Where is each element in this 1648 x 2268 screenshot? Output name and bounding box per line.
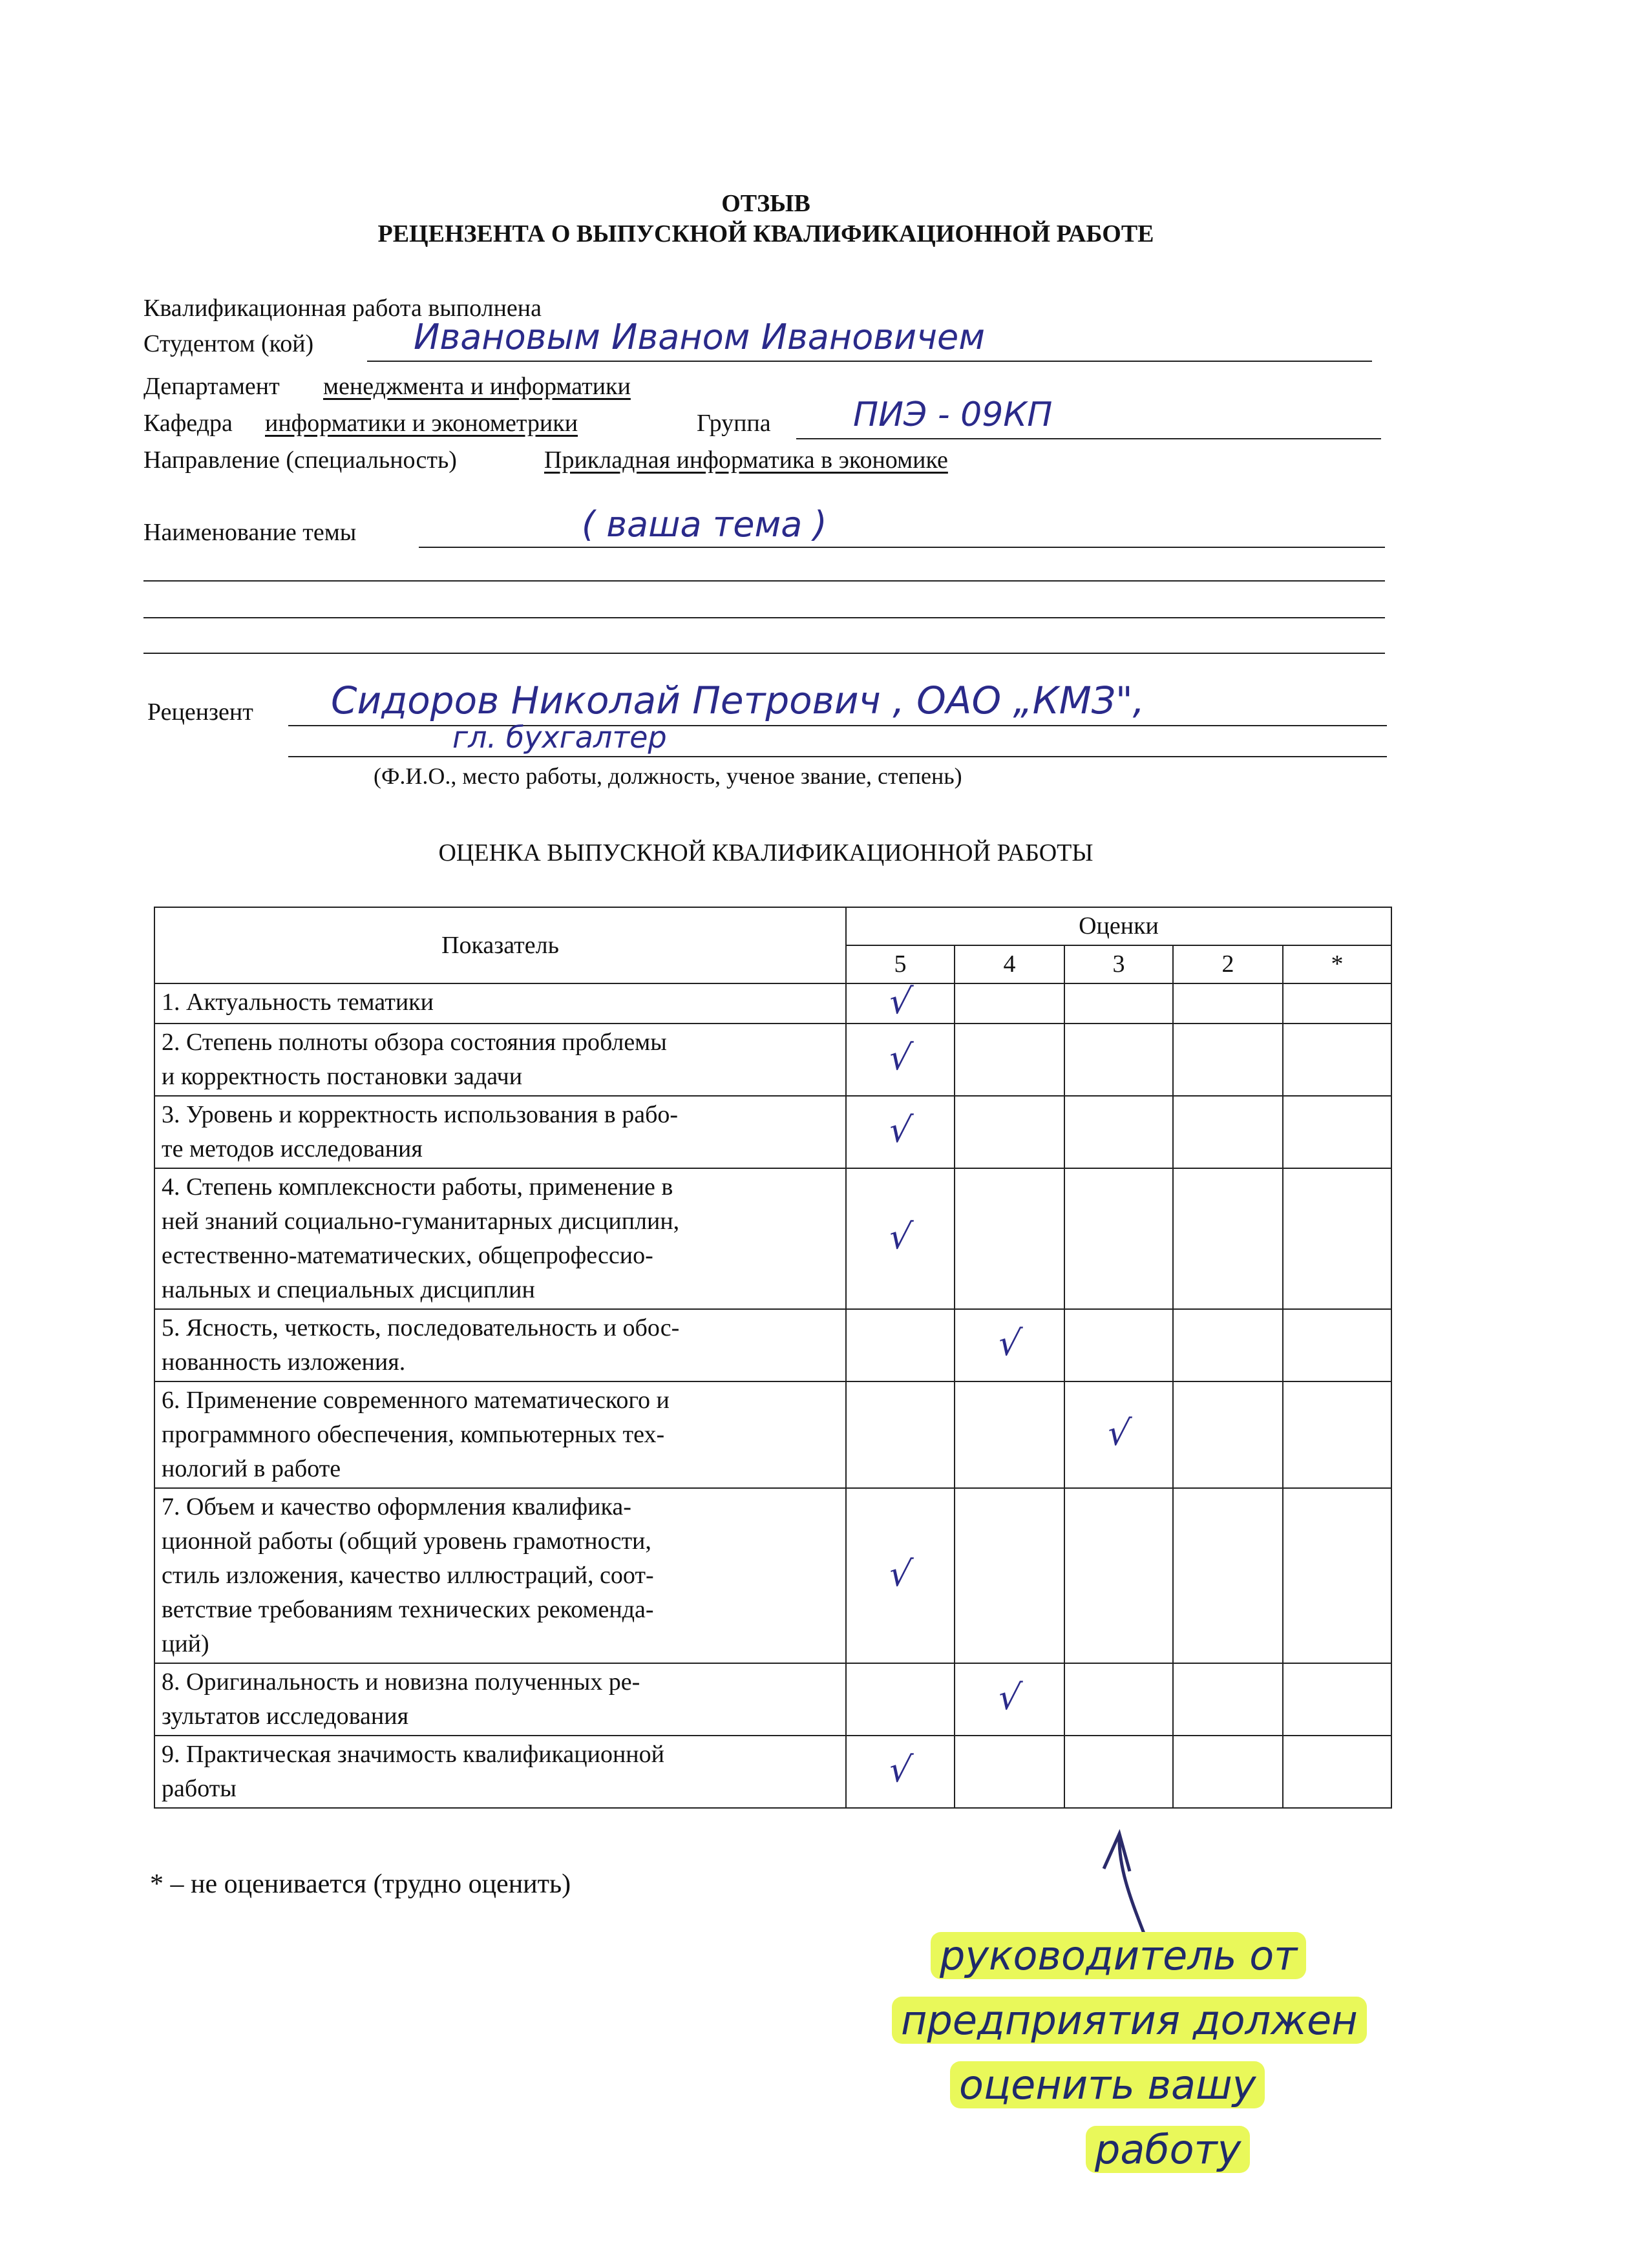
table-row xyxy=(154,1663,1391,1736)
grade-column-header: 2 xyxy=(1173,945,1283,983)
grade-cell xyxy=(1064,1736,1173,1808)
indicator-text-line: ционной работы (общий уровень грамотности, xyxy=(162,1528,651,1555)
indicator-text-line: 7. Объем и качество оформления квалифика- xyxy=(162,1493,631,1520)
grade-cell xyxy=(1283,1096,1391,1168)
indicator-text-line: нологий в работе xyxy=(162,1455,341,1482)
grade-cell xyxy=(1173,1736,1283,1808)
indicator-text-line: 2. Степень полноты обзора состояния проблемы xyxy=(162,1029,667,1056)
grade-cell xyxy=(1064,1381,1173,1488)
assessment-table xyxy=(154,907,1392,1809)
grade-cell xyxy=(1064,1488,1173,1663)
indicator-text-line: ветствие требованиям технических рекоменда- xyxy=(162,1596,654,1623)
arrow-up-icon xyxy=(1092,1829,1157,1938)
indicator-cell xyxy=(154,983,846,1024)
group-fill-line xyxy=(796,438,1381,439)
table-header-row xyxy=(154,907,1391,945)
checkmark-icon: √ xyxy=(995,1323,1024,1363)
reviewer-handwritten-2: гл. бухгалтер xyxy=(452,720,667,755)
topic-handwritten: ( ваша тема ) xyxy=(582,504,827,545)
group-label: Группа xyxy=(697,410,771,437)
checkmark-icon: √ xyxy=(886,1216,914,1257)
grade-cell xyxy=(1283,1024,1391,1096)
table-row xyxy=(154,1381,1391,1488)
indicator-text-line: естественно-математических, общепрофессио- xyxy=(162,1242,653,1269)
student-fill-line xyxy=(367,361,1372,362)
indicator-text-line: нальных и специальных дисциплин xyxy=(162,1276,535,1303)
direction-label: Направление (специальность) xyxy=(143,446,457,474)
chair-value: информатики и эконометрики xyxy=(265,410,578,437)
grade-cell xyxy=(1283,1168,1391,1309)
indicator-text-line: 9. Практическая значимость квалификационной xyxy=(162,1741,664,1768)
reviewer-fill-line-2 xyxy=(288,756,1387,757)
indicator-cell xyxy=(154,1663,846,1736)
grade-cell xyxy=(955,1168,1064,1309)
grade-cell xyxy=(1064,1024,1173,1096)
table-row xyxy=(154,1736,1391,1808)
table-row xyxy=(154,1096,1391,1168)
indicator-text-line: работы xyxy=(162,1775,237,1802)
grade-cell xyxy=(1064,983,1173,1024)
grade-cell xyxy=(955,1309,1064,1381)
grade-cell xyxy=(955,1024,1064,1096)
indicator-text-line: зультатов исследования xyxy=(162,1703,409,1730)
grade-column-header: 4 xyxy=(955,945,1064,983)
table-row xyxy=(154,1024,1391,1096)
checkmark-icon: √ xyxy=(1104,1412,1133,1453)
note-line-2: предприятия должен xyxy=(892,1997,1367,2044)
grade-cell xyxy=(846,983,955,1024)
grade-cell xyxy=(1173,1381,1283,1488)
reviewer-label: Рецензент xyxy=(147,698,253,726)
direction-value: Прикладная информатика в экономике xyxy=(544,446,948,474)
indicator-text-line: ней знаний социально-гуманитарных дисциплин, xyxy=(162,1208,680,1235)
table-row xyxy=(154,1309,1391,1381)
note-line-4: работу xyxy=(1086,2126,1250,2173)
topic-fill-line-1 xyxy=(419,547,1385,548)
indicator-cell xyxy=(154,1024,846,1096)
checkmark-icon: √ xyxy=(886,981,914,1022)
grade-cell xyxy=(846,1488,955,1663)
grade-cell xyxy=(955,1663,1064,1736)
topic-fill-line-3 xyxy=(143,617,1385,618)
grades-column-header: Оценки xyxy=(846,907,1391,945)
indicator-text-line: нованность изложения. xyxy=(162,1349,406,1376)
indicator-cell xyxy=(154,1736,846,1808)
grade-cell xyxy=(1064,1096,1173,1168)
grade-cell xyxy=(1173,1488,1283,1663)
topic-fill-line-4 xyxy=(143,653,1385,654)
grade-cell xyxy=(955,1381,1064,1488)
group-handwritten: ПИЭ - 09КП xyxy=(853,395,1053,434)
grade-cell xyxy=(1173,1024,1283,1096)
indicator-text-line: 4. Степень комплексности работы, применение в xyxy=(162,1173,673,1201)
grade-cell xyxy=(1283,1309,1391,1381)
topic-label: Наименование темы xyxy=(143,519,357,546)
grade-cell xyxy=(1283,983,1391,1024)
indicator-text-line: 5. Ясность, четкость, последовательность и обос- xyxy=(162,1314,680,1341)
grade-cell xyxy=(955,1096,1064,1168)
document-title: ОТЗЫВ xyxy=(721,190,810,217)
reviewer-handwritten-1: Сидоров Николай Петрович , ОАО „КМЗ", xyxy=(331,678,1145,722)
table-row xyxy=(154,1488,1391,1663)
grade-cell xyxy=(955,983,1064,1024)
grade-cell xyxy=(846,1024,955,1096)
note-line-1: руководитель от xyxy=(931,1932,1306,1979)
indicator-text-line: 3. Уровень и корректность использования в рабо- xyxy=(162,1101,679,1128)
checkmark-icon: √ xyxy=(886,1109,914,1150)
indicator-text-line: стиль изложения, качество иллюстраций, соот- xyxy=(162,1562,654,1589)
indicator-text-line: 1. Актуальность тематики xyxy=(162,989,434,1016)
checkmark-icon: √ xyxy=(886,1749,914,1790)
student-name-handwritten: Ивановым Иваном Ивановичем xyxy=(414,317,986,357)
indicator-cell xyxy=(154,1309,846,1381)
indicator-text-line: 6. Применение современного математического и xyxy=(162,1387,670,1414)
chair-label: Кафедра xyxy=(143,410,233,437)
note-line-3: оценить вашу xyxy=(950,2061,1265,2108)
grade-cell xyxy=(846,1096,955,1168)
grade-cell xyxy=(955,1736,1064,1808)
indicator-text-line: ций) xyxy=(162,1630,209,1657)
department-label: Департамент xyxy=(143,373,280,400)
grade-cell xyxy=(1173,983,1283,1024)
grade-column-header: 5 xyxy=(846,945,955,983)
grade-cell xyxy=(1173,1096,1283,1168)
assessment-title: ОЦЕНКА ВЫПУСКНОЙ КВАЛИФИКАЦИОННОЙ РАБОТЫ xyxy=(438,839,1093,866)
indicator-text-line: и корректность постановки задачи xyxy=(162,1063,523,1090)
reviewer-caption: (Ф.И.О., место работы, должность, ученое звание, степень) xyxy=(374,763,962,789)
grade-cell xyxy=(1064,1168,1173,1309)
indicator-text-line: 8. Оригинальность и новизна полученных ре- xyxy=(162,1668,640,1696)
grade-cell xyxy=(1064,1663,1173,1736)
assessment-rows xyxy=(154,983,1391,1808)
grade-column-header: * xyxy=(1283,945,1391,983)
indicator-column-header: Показатель xyxy=(154,907,846,983)
checkmark-icon: √ xyxy=(995,1677,1024,1717)
indicator-cell xyxy=(154,1096,846,1168)
department-value: менеджмента и информатики xyxy=(323,373,631,400)
grade-cell xyxy=(1173,1168,1283,1309)
indicator-cell xyxy=(154,1381,846,1488)
grade-column-header: 3 xyxy=(1064,945,1173,983)
indicator-text-line: те методов исследования xyxy=(162,1135,423,1162)
footnote: * – не оценивается (трудно оценить) xyxy=(150,1869,571,1899)
grade-cell xyxy=(846,1736,955,1808)
grade-cell xyxy=(1173,1663,1283,1736)
document-subtitle: РЕЦЕНЗЕНТА О ВЫПУСКНОЙ КВАЛИФИКАЦИОННОЙ РАБОТЕ xyxy=(377,220,1154,247)
table-row xyxy=(154,983,1391,1024)
grade-cell xyxy=(1173,1309,1283,1381)
indicator-cell xyxy=(154,1488,846,1663)
grade-cell xyxy=(1283,1663,1391,1736)
grade-cell xyxy=(846,1663,955,1736)
grade-cell xyxy=(846,1168,955,1309)
grade-cell xyxy=(846,1381,955,1488)
indicator-cell xyxy=(154,1168,846,1309)
indicator-text-line: программного обеспечения, компьютерных тех- xyxy=(162,1421,665,1448)
grade-cell xyxy=(955,1488,1064,1663)
grade-cell xyxy=(846,1309,955,1381)
grade-cell xyxy=(1283,1488,1391,1663)
table-row xyxy=(154,1168,1391,1309)
grade-cell xyxy=(1283,1736,1391,1808)
topic-fill-line-2 xyxy=(143,580,1385,582)
checkmark-icon: √ xyxy=(886,1553,914,1594)
grade-cell xyxy=(1283,1381,1391,1488)
checkmark-icon: √ xyxy=(886,1037,914,1078)
student-label: Студентом (кой) xyxy=(143,330,314,357)
completed-by-label: Квалификационная работа выполнена xyxy=(143,295,542,322)
grade-cell xyxy=(1064,1309,1173,1381)
